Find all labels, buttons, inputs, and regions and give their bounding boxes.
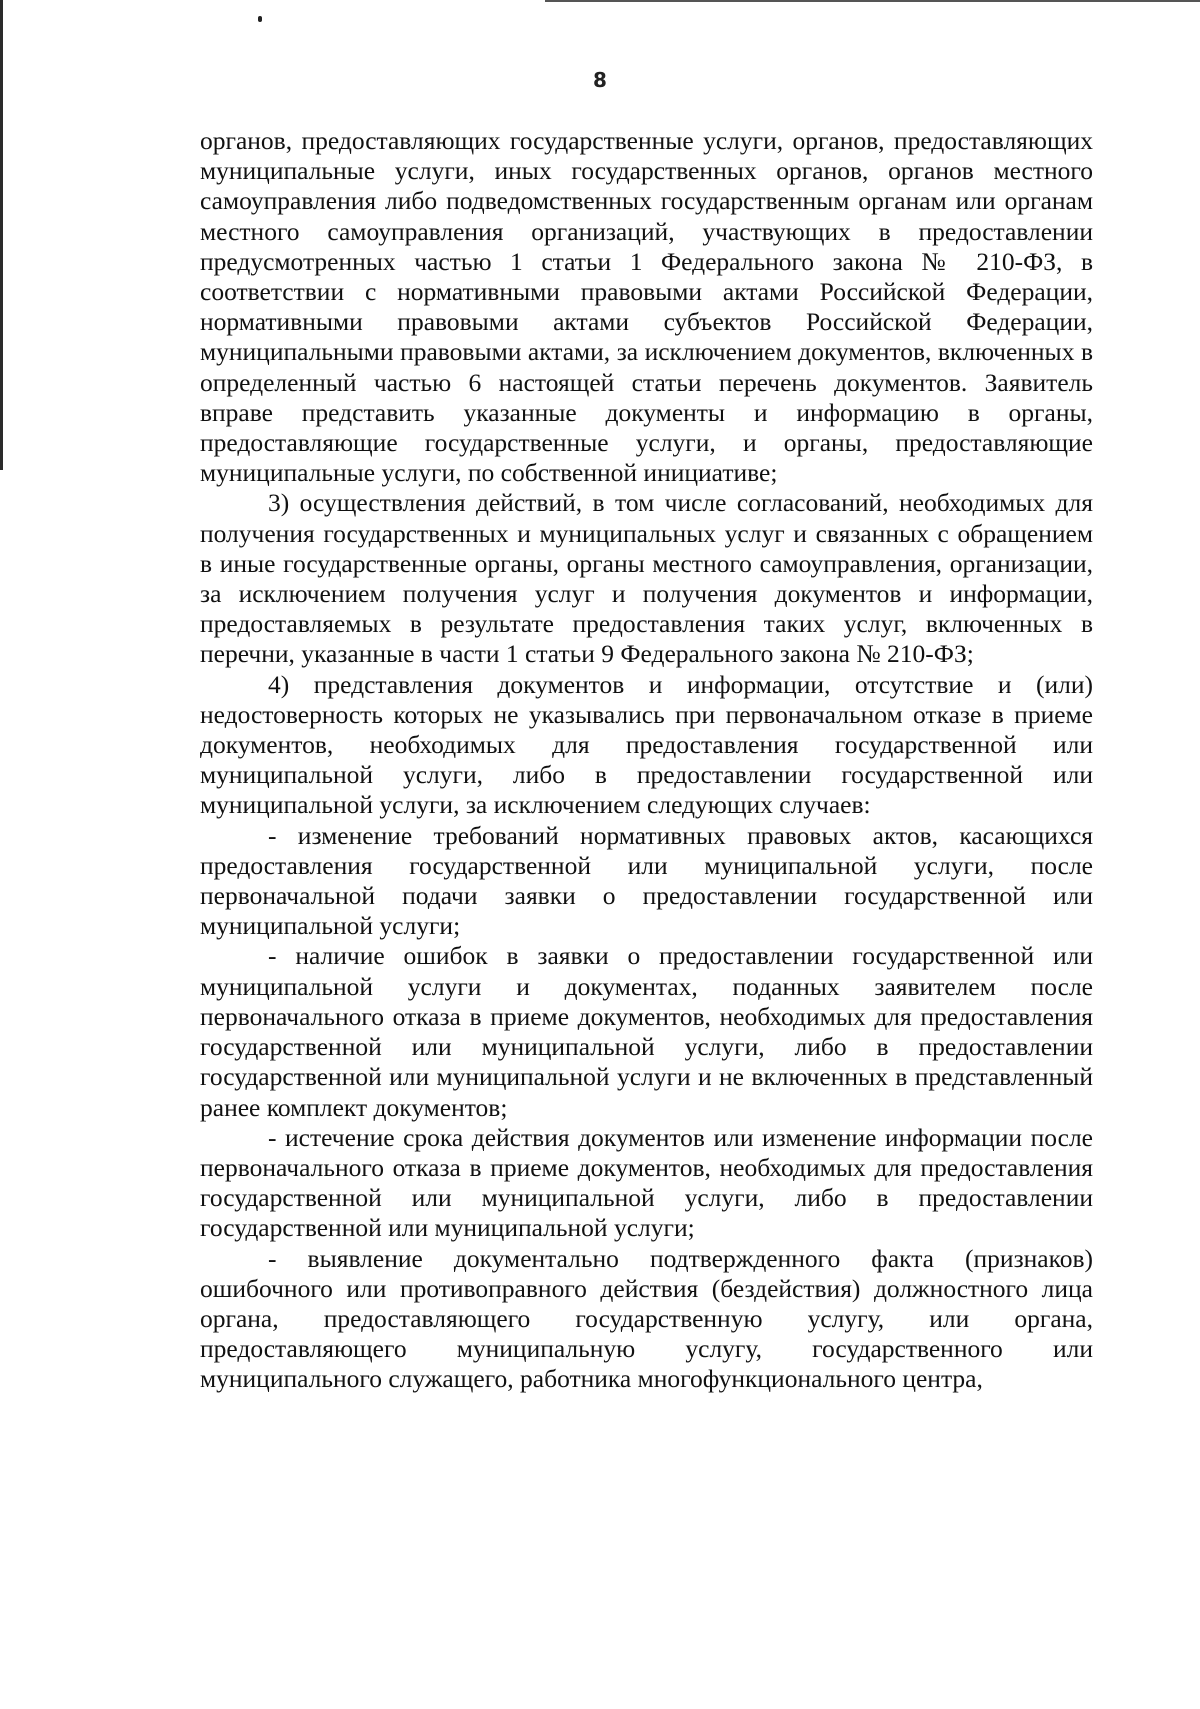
document-body	[200, 126, 1093, 1395]
paragraph-continuation: органов, предоставляющих государственные услуги, органов, предоставляющих муниципальные услуги, иных государственных органов, органов местного самоуправления либо подведомственных государственным органам или органам местного самоуправления организаций, участвующих в предоставлении предусмотренных частью 1 статьи 1 Федерального закона № 210-ФЗ, в соответствии с нормативными правовыми актами Российской Федерации, нормативными правовыми актами субъектов Российской Федерации, муниципальными правовыми актами, за исключением документов, включенных в определенный частью 6 настоящей статьи перечень документов. Заявитель вправе представить указанные документы и информацию в органы, предоставляющие государственные услуги, и органы, предоставляющие муниципальные услуги, по собственной инициативе;	[200, 126, 1093, 488]
scan-line-top	[545, 0, 1200, 2]
paragraph-case-2: - наличие ошибок в заявки о предоставлении государственной или муниципальной услуги и документах, поданных заявителем после первоначального отказа в приеме документов, необходимых для предоставления государственной или муниципальной услуги, либо в предоставлении государственной или муниципальной услуги и не включенных в представленный ранее комплект документов;	[200, 941, 1093, 1122]
page-number: 8	[593, 68, 607, 92]
paragraph-case-4: - выявление документально подтвержденного факта (признаков) ошибочного или противоправного действия (бездействия) должностного лица органа, предоставляющего государственную услугу, или органа, предоставляющего муниципальную услугу, государственного или муниципального служащего, работника многофункционального центра,	[200, 1243, 1093, 1394]
scan-artifact-dot	[258, 16, 262, 22]
paragraph-item-3: 3) осуществления действий, в том числе согласований, необходимых для получения государственных и муниципальных услуг и связанных с обращением в иные государственные органы, органы местного самоуправления, организации, за исключением получения услуг и получения документов и информации, предоставляемых в результате предоставления таких услуг, включенных в перечни, указанные в части 1 статьи 9 Федерального закона № 210-ФЗ;	[200, 488, 1093, 669]
paragraph-item-4: 4) представления документов и информации, отсутствие и (или) недостоверность которых не указывались при первоначальном отказе в приеме документов, необходимых для предоставления государственной или муниципальной услуги, либо в предоставлении государственной или муниципальной услуги, за исключением следующих случаев:	[200, 669, 1093, 820]
paragraph-case-3: - истечение срока действия документов или изменение информации после первоначального отказа в приеме документов, необходимых для предоставления государственной или муниципальной услуги, либо в предоставлении государственной или муниципальной услуги;	[200, 1122, 1093, 1243]
paragraph-case-1: - изменение требований нормативных правовых актов, касающихся предоставления государственной или муниципальной услуги, после первоначальной подачи заявки о предоставлении государственной или муниципальной услуги;	[200, 820, 1093, 941]
